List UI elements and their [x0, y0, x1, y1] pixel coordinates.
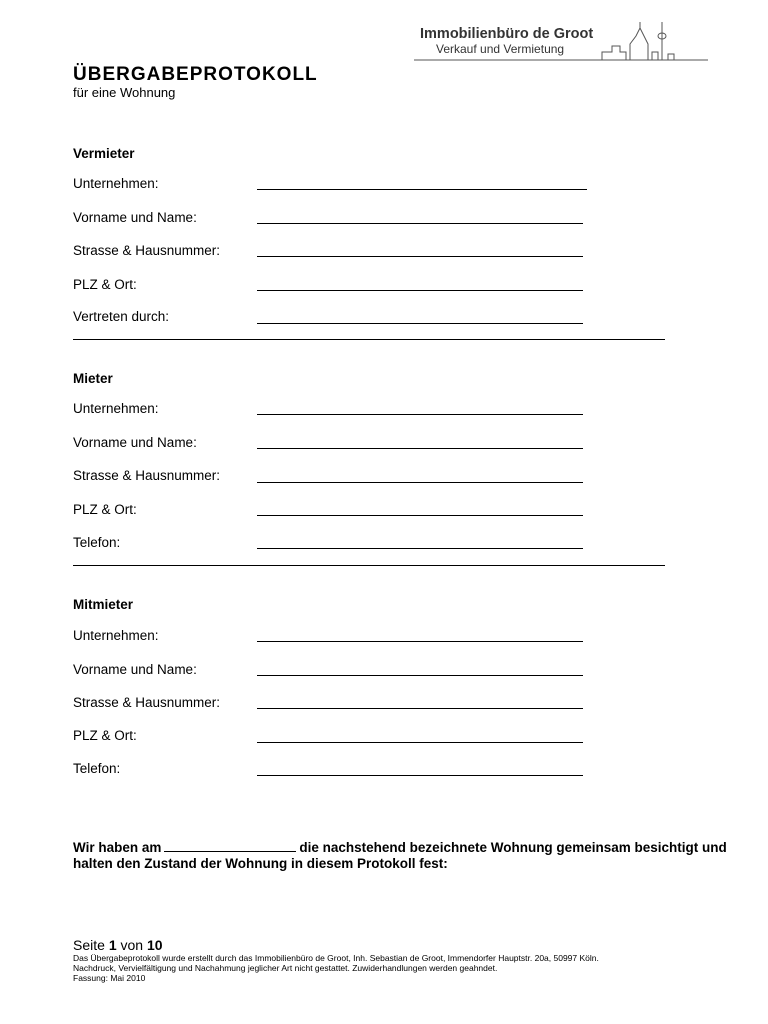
field-input-line[interactable] — [257, 515, 583, 516]
field-label: PLZ & Ort: — [73, 277, 137, 292]
field-label: Strasse & Hausnummer: — [73, 695, 221, 710]
field-label: PLZ & Ort: — [73, 502, 137, 517]
company-tagline: Verkauf und Vermietung — [436, 42, 565, 56]
field-input-line[interactable] — [257, 548, 583, 549]
field-input-line[interactable] — [257, 641, 583, 642]
field-label: Strasse & Hausnummer: — [73, 468, 221, 483]
section-title-mitmieter: Mitmieter — [73, 597, 134, 612]
field-input-line[interactable] — [257, 189, 587, 190]
page-total: 10 — [146, 937, 163, 953]
field-input-line[interactable] — [257, 323, 583, 324]
field-label: Telefon: — [73, 535, 121, 550]
statement-part2: die nachstehend bezeichnete Wohnung gemeinsam besichtigt und halten den Zustand der Wohnung in diesem Protokoll fest: — [73, 840, 727, 871]
inspection-statement — [73, 840, 763, 872]
field-label: Unternehmen: — [73, 401, 159, 416]
field-input-line[interactable] — [257, 290, 583, 291]
page-of: von — [120, 937, 144, 953]
section-title-mieter: Mieter — [73, 371, 113, 386]
field-label: Vorname und Name: — [73, 662, 197, 677]
section-divider — [73, 565, 665, 566]
field-input-line[interactable] — [257, 256, 583, 257]
field-input-line[interactable] — [257, 708, 583, 709]
footer-line-1: Das Übergabeprotokoll wurde erstellt durch das Immobilienbüro de Groot, Inh. Sebastian de Groot, Immendorfer Hauptstr. 20a, 50997 Köln. — [73, 953, 599, 963]
statement-part1: Wir haben am — [73, 840, 162, 855]
field-input-line[interactable] — [257, 414, 583, 415]
page-number — [73, 937, 163, 953]
footer-line-3: Fassung: Mai 2010 — [73, 973, 146, 983]
page-current: 1 — [108, 937, 117, 953]
date-input-line[interactable] — [164, 840, 296, 852]
field-input-line[interactable] — [257, 482, 583, 483]
field-label: Strasse & Hausnummer: — [73, 243, 221, 258]
field-input-line[interactable] — [257, 223, 583, 224]
company-name: Immobilienbüro de Groot — [420, 26, 594, 42]
section-title-vermieter: Vermieter — [73, 146, 135, 161]
field-label: Vorname und Name: — [73, 435, 197, 450]
section-divider — [73, 339, 665, 340]
field-label: Vertreten durch: — [73, 309, 170, 324]
field-label: Unternehmen: — [73, 628, 159, 643]
page-prefix: Seite — [73, 937, 105, 953]
field-label: Telefon: — [73, 761, 121, 776]
field-label: Unternehmen: — [73, 176, 159, 191]
field-input-line[interactable] — [257, 742, 583, 743]
document-title: ÜBERGABEPROTOKOLL — [73, 64, 318, 85]
field-label: Vorname und Name: — [73, 210, 197, 225]
field-label: PLZ & Ort: — [73, 728, 137, 743]
field-input-line[interactable] — [257, 675, 583, 676]
footer-line-2: Nachdruck, Vervielfältigung und Nachahmung jeglicher Art nicht gestattet. Zuwiderhandlungen werden geahndet. — [73, 963, 498, 973]
field-input-line[interactable] — [257, 775, 583, 776]
document-subtitle: für eine Wohnung — [73, 85, 176, 100]
field-input-line[interactable] — [257, 448, 583, 449]
